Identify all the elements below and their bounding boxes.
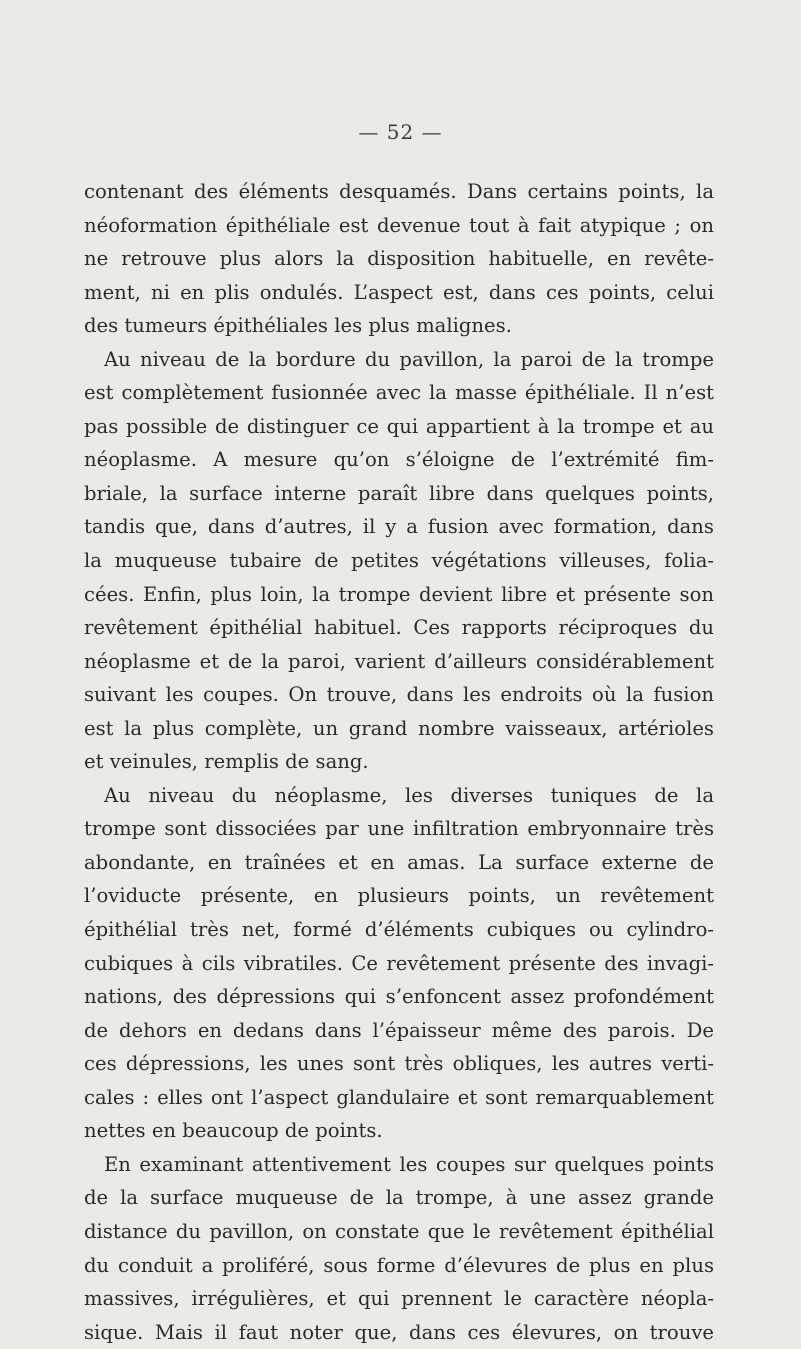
paragraph bbox=[84, 175, 714, 343]
text-line: trompe sont dissociées par une infiltration embryonnaire très bbox=[84, 817, 714, 841]
text-line: tandis que, dans d’autres, il y a fusion avec formation, dans bbox=[84, 515, 714, 539]
text-line: cées. Enfin, plus loin, la trompe devient libre et présente son bbox=[84, 582, 714, 606]
text-line: massives, irrégulières, et qui prennent le caractère néopla- bbox=[84, 1287, 714, 1311]
text-line: néoformation épithéliale est devenue tout à fait atypique ; on bbox=[84, 213, 714, 237]
text-line: néoplasme. A mesure qu’on s’éloigne de l’extrémité fim- bbox=[84, 448, 714, 472]
text-line: Au niveau de la bordure du pavillon, la paroi de la trompe bbox=[104, 347, 714, 371]
text-line: néoplasme et de la paroi, varient d’ailleurs considérablement bbox=[84, 649, 714, 673]
text-line: sique. Mais il faut noter que, dans ces élevures, on trouve bbox=[84, 1320, 714, 1344]
text-line: de dehors en dedans dans l’épaisseur même des parois. De bbox=[84, 1018, 714, 1042]
text-line: ces dépressions, les unes sont très obliques, les autres verti- bbox=[84, 1052, 714, 1076]
text-line: de la surface muqueuse de la trompe, à une assez grande bbox=[84, 1186, 714, 1210]
text-line: En examinant attentivement les coupes sur quelques points bbox=[104, 1152, 714, 1176]
text-line: suivant les coupes. On trouve, dans les endroits où la fusion bbox=[84, 683, 714, 707]
text-line: abondante, en traînées et en amas. La surface externe de bbox=[84, 850, 714, 874]
paragraph bbox=[84, 779, 714, 1148]
text-line: briale, la surface interne paraît libre dans quelques points, bbox=[84, 481, 714, 505]
text-line: l’oviducte présente, en plusieurs points, un revêtement bbox=[84, 884, 714, 908]
text-line: la muqueuse tubaire de petites végétations villeuses, folia- bbox=[84, 549, 714, 573]
text-line: revêtement épithélial habituel. Ces rapports réciproques du bbox=[84, 616, 714, 640]
text-line: épithélial très net, formé d’éléments cubiques ou cylindro- bbox=[84, 918, 714, 942]
text-line: cubiques à cils vibratiles. Ce revêtement présente des invagi- bbox=[84, 951, 714, 975]
text-line: du conduit a proliféré, sous forme d’élevures de plus en plus bbox=[84, 1253, 714, 1277]
text-line: nettes en beaucoup de points. bbox=[84, 1119, 383, 1143]
paragraph bbox=[84, 343, 714, 779]
text-line: ne retrouve plus alors la disposition habituelle, en revête- bbox=[84, 247, 714, 271]
text-line: distance du pavillon, on constate que le revêtement épithélial bbox=[84, 1219, 714, 1243]
text-line: Au niveau du néoplasme, les diverses tuniques de la bbox=[104, 783, 714, 807]
text-line: ment, ni en plis ondulés. L’aspect est, dans ces points, celui bbox=[84, 280, 714, 304]
text-line: nations, des dépressions qui s’enfoncent assez profondément bbox=[84, 985, 714, 1009]
text-line: cales : elles ont l’aspect glandulaire et sont remarquablement bbox=[84, 1085, 714, 1109]
text-line: est la plus complète, un grand nombre vaisseaux, artérioles bbox=[84, 716, 714, 740]
text-line: est complètement fusionnée avec la masse épithéliale. Il n’est bbox=[84, 381, 714, 405]
text-line: contenant des éléments desquamés. Dans certains points, la bbox=[84, 180, 714, 203]
text-line: et veinules, remplis de sang. bbox=[84, 750, 369, 774]
paragraph bbox=[84, 1148, 714, 1349]
body-text bbox=[84, 175, 714, 1349]
text-line: pas possible de distinguer ce qui appartient à la trompe et au bbox=[84, 414, 714, 438]
text-line: des tumeurs épithéliales les plus malignes. bbox=[84, 314, 512, 338]
page-number: — 52 — bbox=[358, 120, 443, 144]
